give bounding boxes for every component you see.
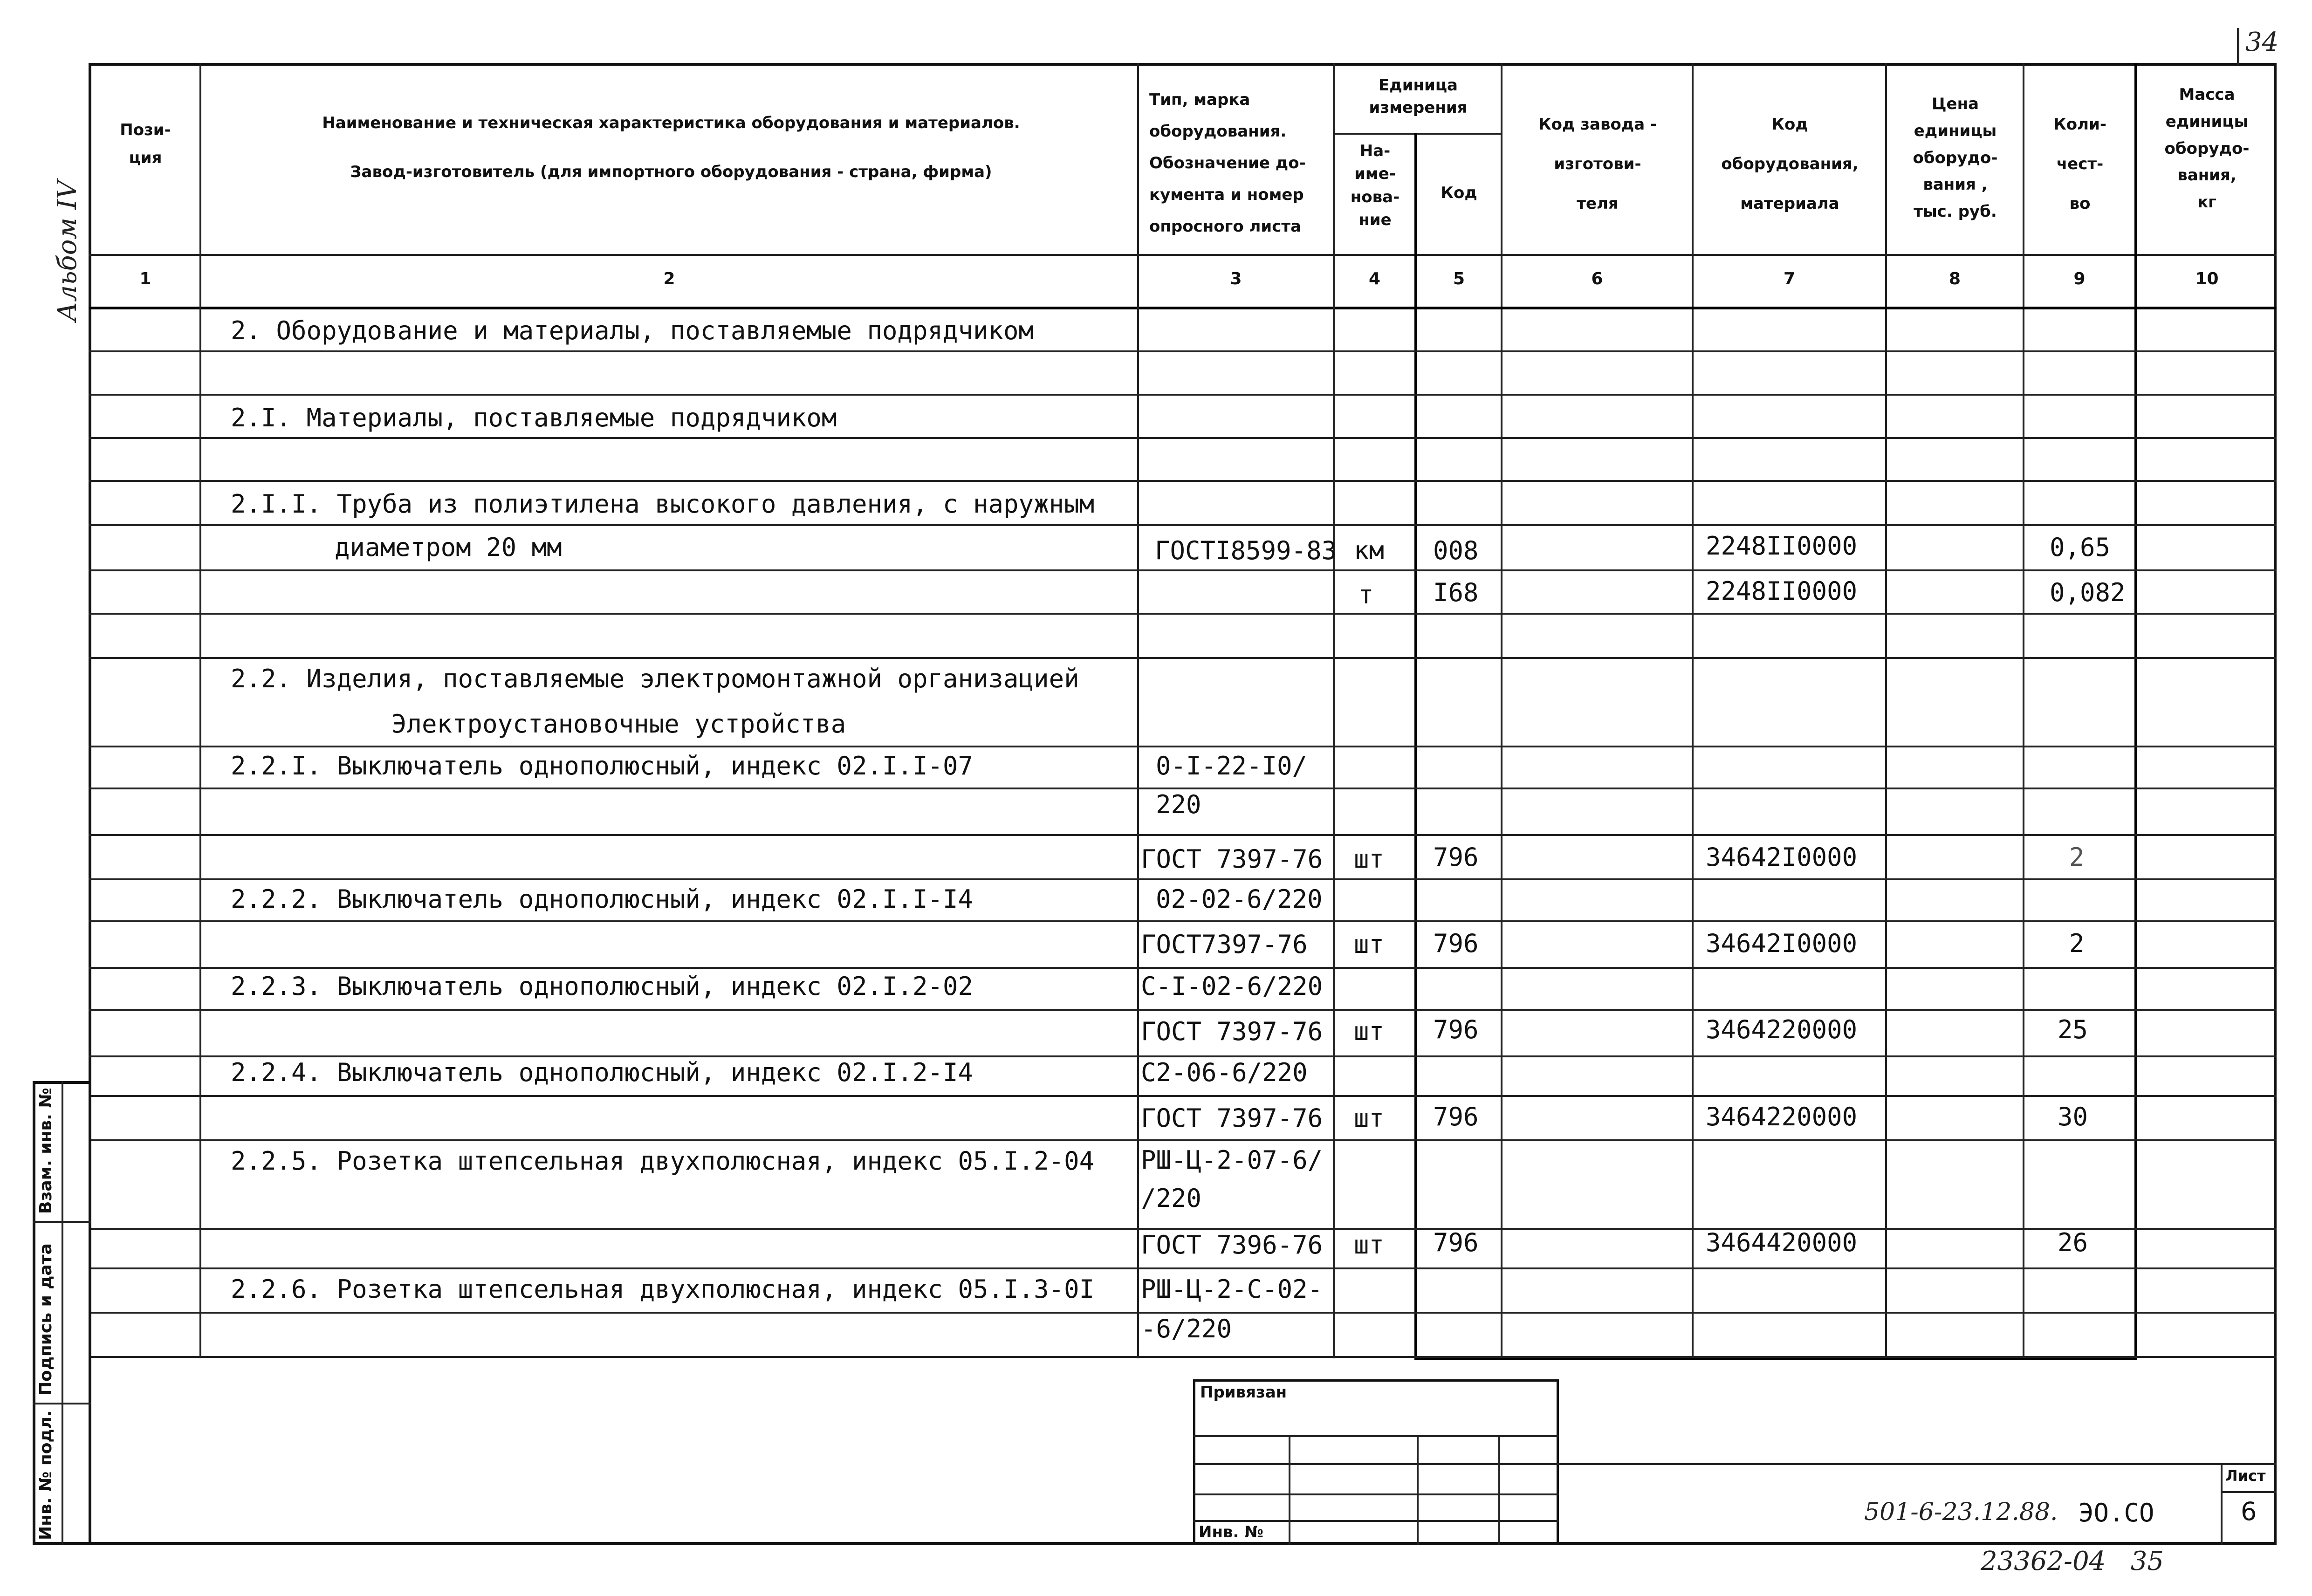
row-equip-code: 34642I0000: [1706, 929, 1858, 958]
header-col4: На- име- нова- ние: [1350, 142, 1400, 229]
list-value: 6: [2241, 1497, 2257, 1526]
header-col9: Коли- чест- во: [2053, 115, 2106, 213]
header-col5: Код: [1441, 184, 1477, 202]
privyazan-line: [1193, 1463, 1559, 1465]
header-unit-group: Единица измерения: [1369, 76, 1468, 117]
row-type: С2-06-6/220: [1141, 1058, 1308, 1087]
row-name: 2.2.4. Выключатель однополюсный, индекс 02.I.2-I4: [231, 1058, 974, 1087]
row-equip-code: 2248II0000: [1706, 576, 1858, 606]
row-name: диаметром 20 мм: [335, 533, 562, 562]
row-unit: шт: [1354, 844, 1385, 874]
row-name: 2.2.2. Выключатель однополюсный, индекс 02.I.I-I4: [231, 884, 974, 914]
row-name: 2.2.3. Выключатель однополюсный, индекс 02.I.2-02: [231, 972, 974, 1001]
row-line: [89, 1228, 2277, 1230]
row-line: [89, 746, 2277, 747]
row-type: РШ-Ц-2-07-6/: [1141, 1145, 1323, 1175]
row-equip-code: 34642I0000: [1706, 843, 1858, 872]
bottom-handwritten-note: 23362-04 35: [1981, 1546, 2164, 1576]
header-col8: Цена единицы оборудо- вания , тыс. руб.: [1913, 95, 1998, 221]
doc-code-handwritten: 501-6-23.12.88.: [1864, 1498, 2058, 1526]
row-type: ГОСТ7397-76: [1141, 930, 1308, 959]
col-number-2: 2: [663, 269, 675, 288]
col-divider-8: [2023, 63, 2024, 1358]
row-line: [89, 569, 2277, 571]
row-type: /220: [1141, 1184, 1202, 1213]
col-number-5: 5: [1453, 269, 1465, 288]
privyazan-line: [1193, 1435, 1559, 1437]
row-unit-code: 796: [1433, 843, 1479, 872]
corner-tick: [2237, 28, 2239, 65]
col-number-7: 7: [1783, 269, 1796, 288]
row-qty: 25: [2058, 1015, 2088, 1044]
row-qty: 30: [2058, 1102, 2088, 1131]
row-line: [89, 1312, 2277, 1314]
row-name: 2.2.I. Выключатель однополюсный, индекс 02.I.I-07: [231, 751, 974, 781]
row-type: ГОСТ 7397-76: [1141, 1017, 1323, 1046]
row-line: [89, 1267, 2277, 1269]
row-line: [89, 480, 2277, 482]
row-type: РШ-Ц-2-С-02-: [1141, 1274, 1323, 1304]
row-unit: т: [1358, 580, 1374, 610]
doc-code-typed: ЭО.СО: [2079, 1498, 2154, 1528]
row-unit: шт: [1354, 1103, 1385, 1133]
row-type: ГОСТ 7396-76: [1141, 1230, 1323, 1260]
side-label-podpis-data: Подпись и дата: [36, 1243, 55, 1396]
row-line: [89, 1009, 2277, 1011]
header-col2-line1: Наименование и техническая характеристика оборудования и материалов.: [322, 114, 1020, 132]
header-col2-line2: Завод-изготовитель (для импортного оборудования - страна, фирма): [350, 163, 992, 181]
col-number-10: 10: [2195, 269, 2219, 288]
col-number-3: 3: [1230, 269, 1242, 288]
row-line: [89, 350, 2277, 352]
list-box-line: [2221, 1491, 2277, 1493]
title-strip-top: [1559, 1463, 2277, 1465]
row-qty: 26: [2058, 1228, 2088, 1257]
row-type: 220: [1156, 790, 1201, 819]
row-line: [89, 657, 2277, 659]
row-name: 2.I. Материалы, поставляемые подрядчиком: [231, 403, 837, 432]
row-type: ГОСТ 7397-76: [1141, 844, 1323, 874]
col-number-8: 8: [1948, 269, 1961, 288]
header-col3: Тип, марка оборудования. Обозначение до- кумента и номер опросного листа: [1149, 90, 1306, 236]
header-col7: Код оборудования, материала: [1721, 115, 1859, 213]
row-equip-code: 3464220000: [1706, 1015, 1858, 1044]
header-col6: Код завода - изготови- теля: [1538, 115, 1657, 213]
row-unit-code: 796: [1433, 1102, 1479, 1131]
row-line: [89, 394, 2277, 396]
row-line: [89, 920, 2277, 922]
col-divider-7: [1885, 63, 1887, 1358]
row-name: 2. Оборудование и материалы, поставляемые подрядчиком: [231, 316, 1034, 345]
header-bottom-line: [89, 254, 2277, 256]
col-divider-6: [1692, 63, 1694, 1358]
col-divider-9: [2134, 63, 2137, 1358]
list-label: Лист: [2225, 1467, 2266, 1485]
row-line: [89, 613, 2277, 615]
side-label-vzam-inv: Взам. инв. №: [36, 1088, 55, 1214]
row-line: [89, 1055, 2277, 1057]
row-unit-code: 796: [1433, 929, 1479, 958]
row-qty: 2: [2069, 843, 2085, 872]
row-unit: шт: [1354, 930, 1385, 959]
row-line: [89, 967, 2277, 969]
privyazan-vline: [1417, 1435, 1419, 1545]
header-col1: Пози- ция: [120, 121, 171, 167]
col-divider-2: [1137, 63, 1139, 1358]
row-line: [89, 524, 2277, 526]
privyazan-vline: [1498, 1435, 1500, 1545]
privyazan-line: [1193, 1520, 1559, 1522]
row-line: [89, 788, 2277, 789]
col-number-1: 1: [139, 269, 151, 288]
row-unit: шт: [1354, 1230, 1385, 1260]
row-type: ГОСТ 7397-76: [1141, 1103, 1323, 1133]
row-unit: км: [1354, 536, 1385, 565]
row-qty: 0,65: [2050, 533, 2111, 562]
row-name: 2.2.5. Розетка штепсельная двухполюсная, индекс 05.I.2-04: [231, 1146, 1095, 1176]
header-col10: Масса единицы оборудо- вания, кг: [2164, 85, 2250, 212]
row-qty: 2: [2069, 929, 2085, 958]
row-equip-code: 3464220000: [1706, 1102, 1858, 1131]
col-number-4: 4: [1368, 269, 1381, 288]
row-type: ГОСТI8599-83: [1155, 536, 1337, 565]
row-line: [89, 1356, 2277, 1358]
col-number-9: 9: [2073, 269, 2086, 288]
album-label: Альбом IV: [52, 180, 82, 322]
row-line: [89, 437, 2277, 439]
privyazan-vline: [1289, 1435, 1290, 1545]
row-unit: шт: [1354, 1017, 1385, 1046]
row-unit-code: 796: [1433, 1228, 1479, 1257]
row-type: 0-I-22-I0/: [1156, 751, 1308, 781]
row-name: 2.I.I. Труба из полиэтилена высокого давления, с наружным: [231, 489, 1095, 519]
col-divider-3: [1333, 63, 1335, 1358]
row-equip-code: 3464420000: [1706, 1228, 1858, 1257]
col-number-6: 6: [1591, 269, 1603, 288]
privyazan-label: Привязан: [1200, 1383, 1287, 1402]
row-line: [89, 1095, 2277, 1097]
row-unit-code: 008: [1433, 536, 1479, 565]
row-unit-code: 796: [1433, 1015, 1479, 1044]
row-name: Электроустановочные устройства: [391, 709, 846, 739]
row-unit-code: I68: [1433, 578, 1479, 607]
inv-no-label: Инв. №: [1199, 1523, 1264, 1541]
list-box-vline: [2221, 1463, 2223, 1545]
privyazan-line: [1193, 1493, 1559, 1495]
body-block-top: [1414, 307, 2137, 309]
side-label-inv-podl: Инв. № подл.: [36, 1410, 55, 1540]
col-divider-1: [199, 63, 201, 1358]
side-stamp-vline: [62, 1081, 63, 1545]
row-equip-code: 2248II0000: [1706, 531, 1858, 561]
col-divider-5: [1501, 63, 1502, 1358]
row-line: [89, 1139, 2277, 1141]
row-line: [89, 834, 2277, 836]
row-line: [89, 878, 2277, 880]
row-name: 2.2.6. Розетка штепсельная двухполюсная, индекс 05.I.3-0I: [231, 1274, 1095, 1304]
row-type: 02-02-6/220: [1156, 884, 1323, 914]
row-name: 2.2. Изделия, поставляемые электромонтажной организацией: [231, 664, 1079, 693]
row-type: С-I-02-6/220: [1141, 972, 1323, 1001]
corner-page-number: 34: [2245, 27, 2279, 57]
row-type: -6/220: [1141, 1314, 1232, 1343]
row-qty: 0,082: [2050, 578, 2126, 607]
